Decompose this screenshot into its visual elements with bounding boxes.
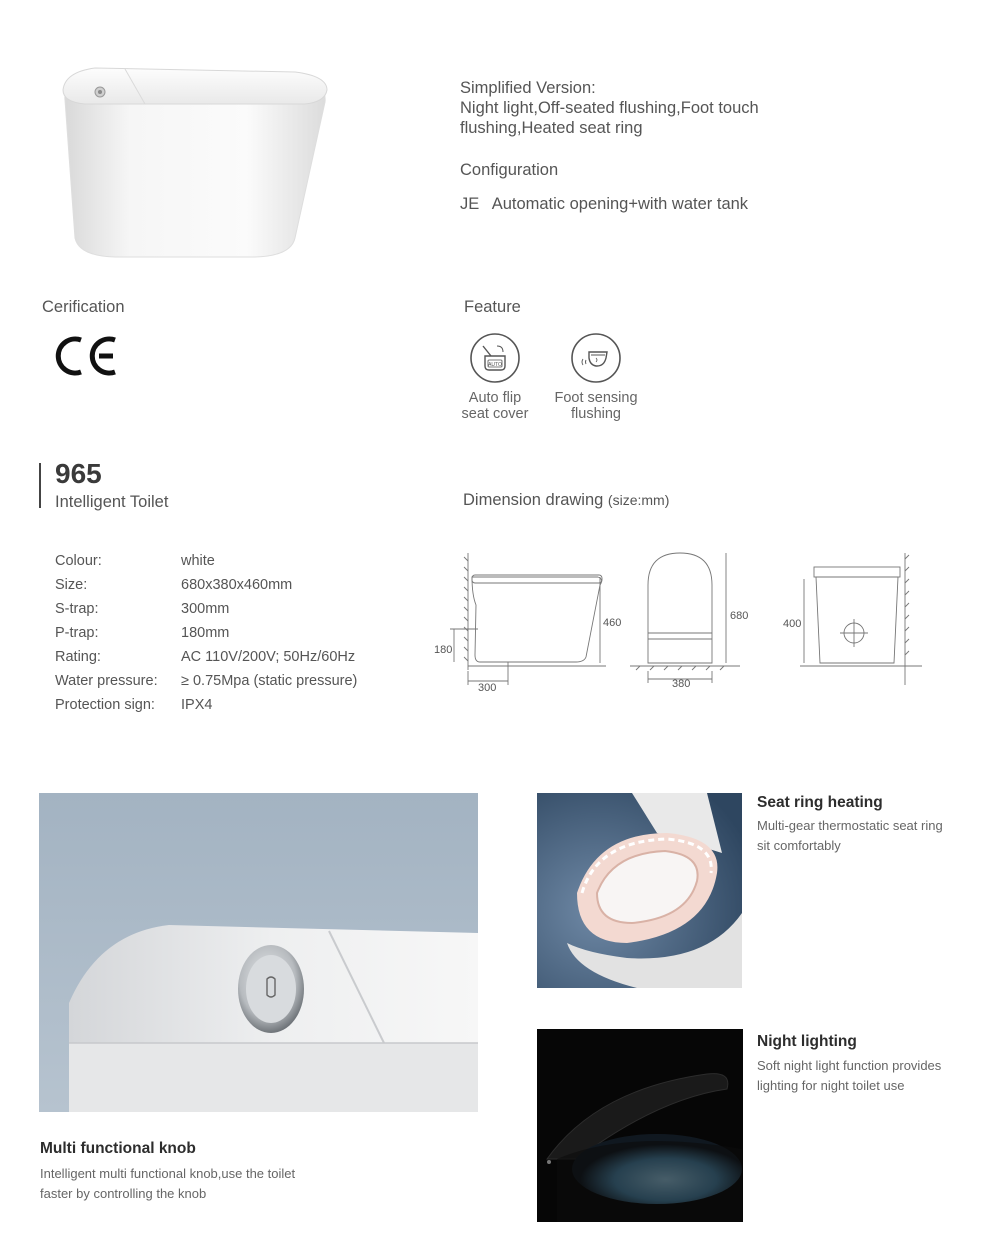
configuration-item [460,194,820,214]
spec-row [55,649,355,665]
version-title: Simplified Version: [460,79,596,97]
spec-value: 680x380x460mm [181,577,293,593]
feature-label [541,390,651,422]
auto-flip-icon [469,332,521,384]
configuration-text: Automatic opening+with water tank [491,195,749,213]
spec-row [55,697,212,713]
feature-foot-sensing [541,332,651,422]
heating-title: Seat ring heating [757,794,883,811]
dimension-title-text: Dimension drawing [463,491,604,509]
knob-photo [39,793,478,1112]
spec-value: white [181,553,215,569]
night-title: Night lighting [757,1033,857,1050]
spec-key: Colour: [55,553,102,569]
seat-heating-photo [537,793,742,988]
model-number: 965 [55,458,102,489]
front-width-label: 380 [672,678,691,690]
spec-row [55,625,229,641]
certification-title: Cerification [42,298,125,316]
side-view [450,553,606,685]
spec-key: Water pressure: [55,673,158,689]
spec-value: AC 110V/200V; 50Hz/60Hz [181,649,356,665]
auto-badge: AUTO [488,362,502,368]
version-line-2: flushing,Heated seat ring [460,119,643,137]
spec-value: ≥ 0.75Mpa (static pressure) [181,673,358,689]
night-description [757,1056,941,1096]
version-line-1: Night light,Off-seated flushing,Foot touch [460,99,759,117]
front-view [630,553,740,683]
side-width-label: 300 [478,682,497,694]
back-view [800,553,922,685]
spec-row [55,553,215,569]
night-description-line1: Soft night light function provides [757,1058,942,1073]
configuration-title: Configuration [460,161,559,179]
spec-key: Size: [55,577,88,593]
spec-key: Protection sign: [55,697,155,713]
spec-value: IPX4 [181,697,213,713]
knob-description [40,1164,295,1204]
heating-description [757,816,943,856]
knob-description-line2: faster by controlling the knob [40,1186,207,1201]
night-lighting-photo [537,1029,743,1222]
feature-label-line2: flushing [571,406,621,422]
heating-description-line2: sit comfortably [757,838,841,853]
dimension-title [463,491,669,510]
spec-key: P-trap: [55,625,99,641]
dimension-drawing [434,545,940,695]
spec-row [55,577,292,593]
feature-auto-flip [440,332,550,422]
configuration-code: JE [460,195,480,213]
back-height-label: 400 [783,618,802,630]
spec-key: S-trap: [55,601,99,617]
feature-label-line1: Foot sensing [554,390,638,406]
feature-label [440,390,550,422]
dimension-unit: (size:mm) [607,492,670,508]
product-intro [460,78,820,214]
side-height-label: 460 [603,617,622,629]
front-height-label: 680 [730,610,749,622]
knob-description-line1: Intelligent multi functional knob,use the toilet [40,1166,296,1181]
side-low-label: 180 [434,644,453,656]
ce-mark-icon [55,334,119,378]
heating-description-line1: Multi-gear thermostatic seat ring [757,818,943,833]
spec-row [55,601,229,617]
foot-sensing-icon [570,332,622,384]
knob-title: Multi functional knob [40,1140,196,1157]
model-accent-bar [39,463,41,508]
feature-label-line1: Auto flip [468,390,522,406]
spec-value: 180mm [181,625,230,641]
spec-key: Rating: [55,649,101,665]
model-name: Intelligent Toilet [55,493,169,511]
spec-row [55,673,357,689]
spec-value: 300mm [181,601,230,617]
toilet-product-image [55,60,335,265]
feature-title: Feature [464,298,521,316]
feature-label-line2: seat cover [461,406,529,422]
night-description-line2: lighting for night toilet use [757,1078,905,1093]
